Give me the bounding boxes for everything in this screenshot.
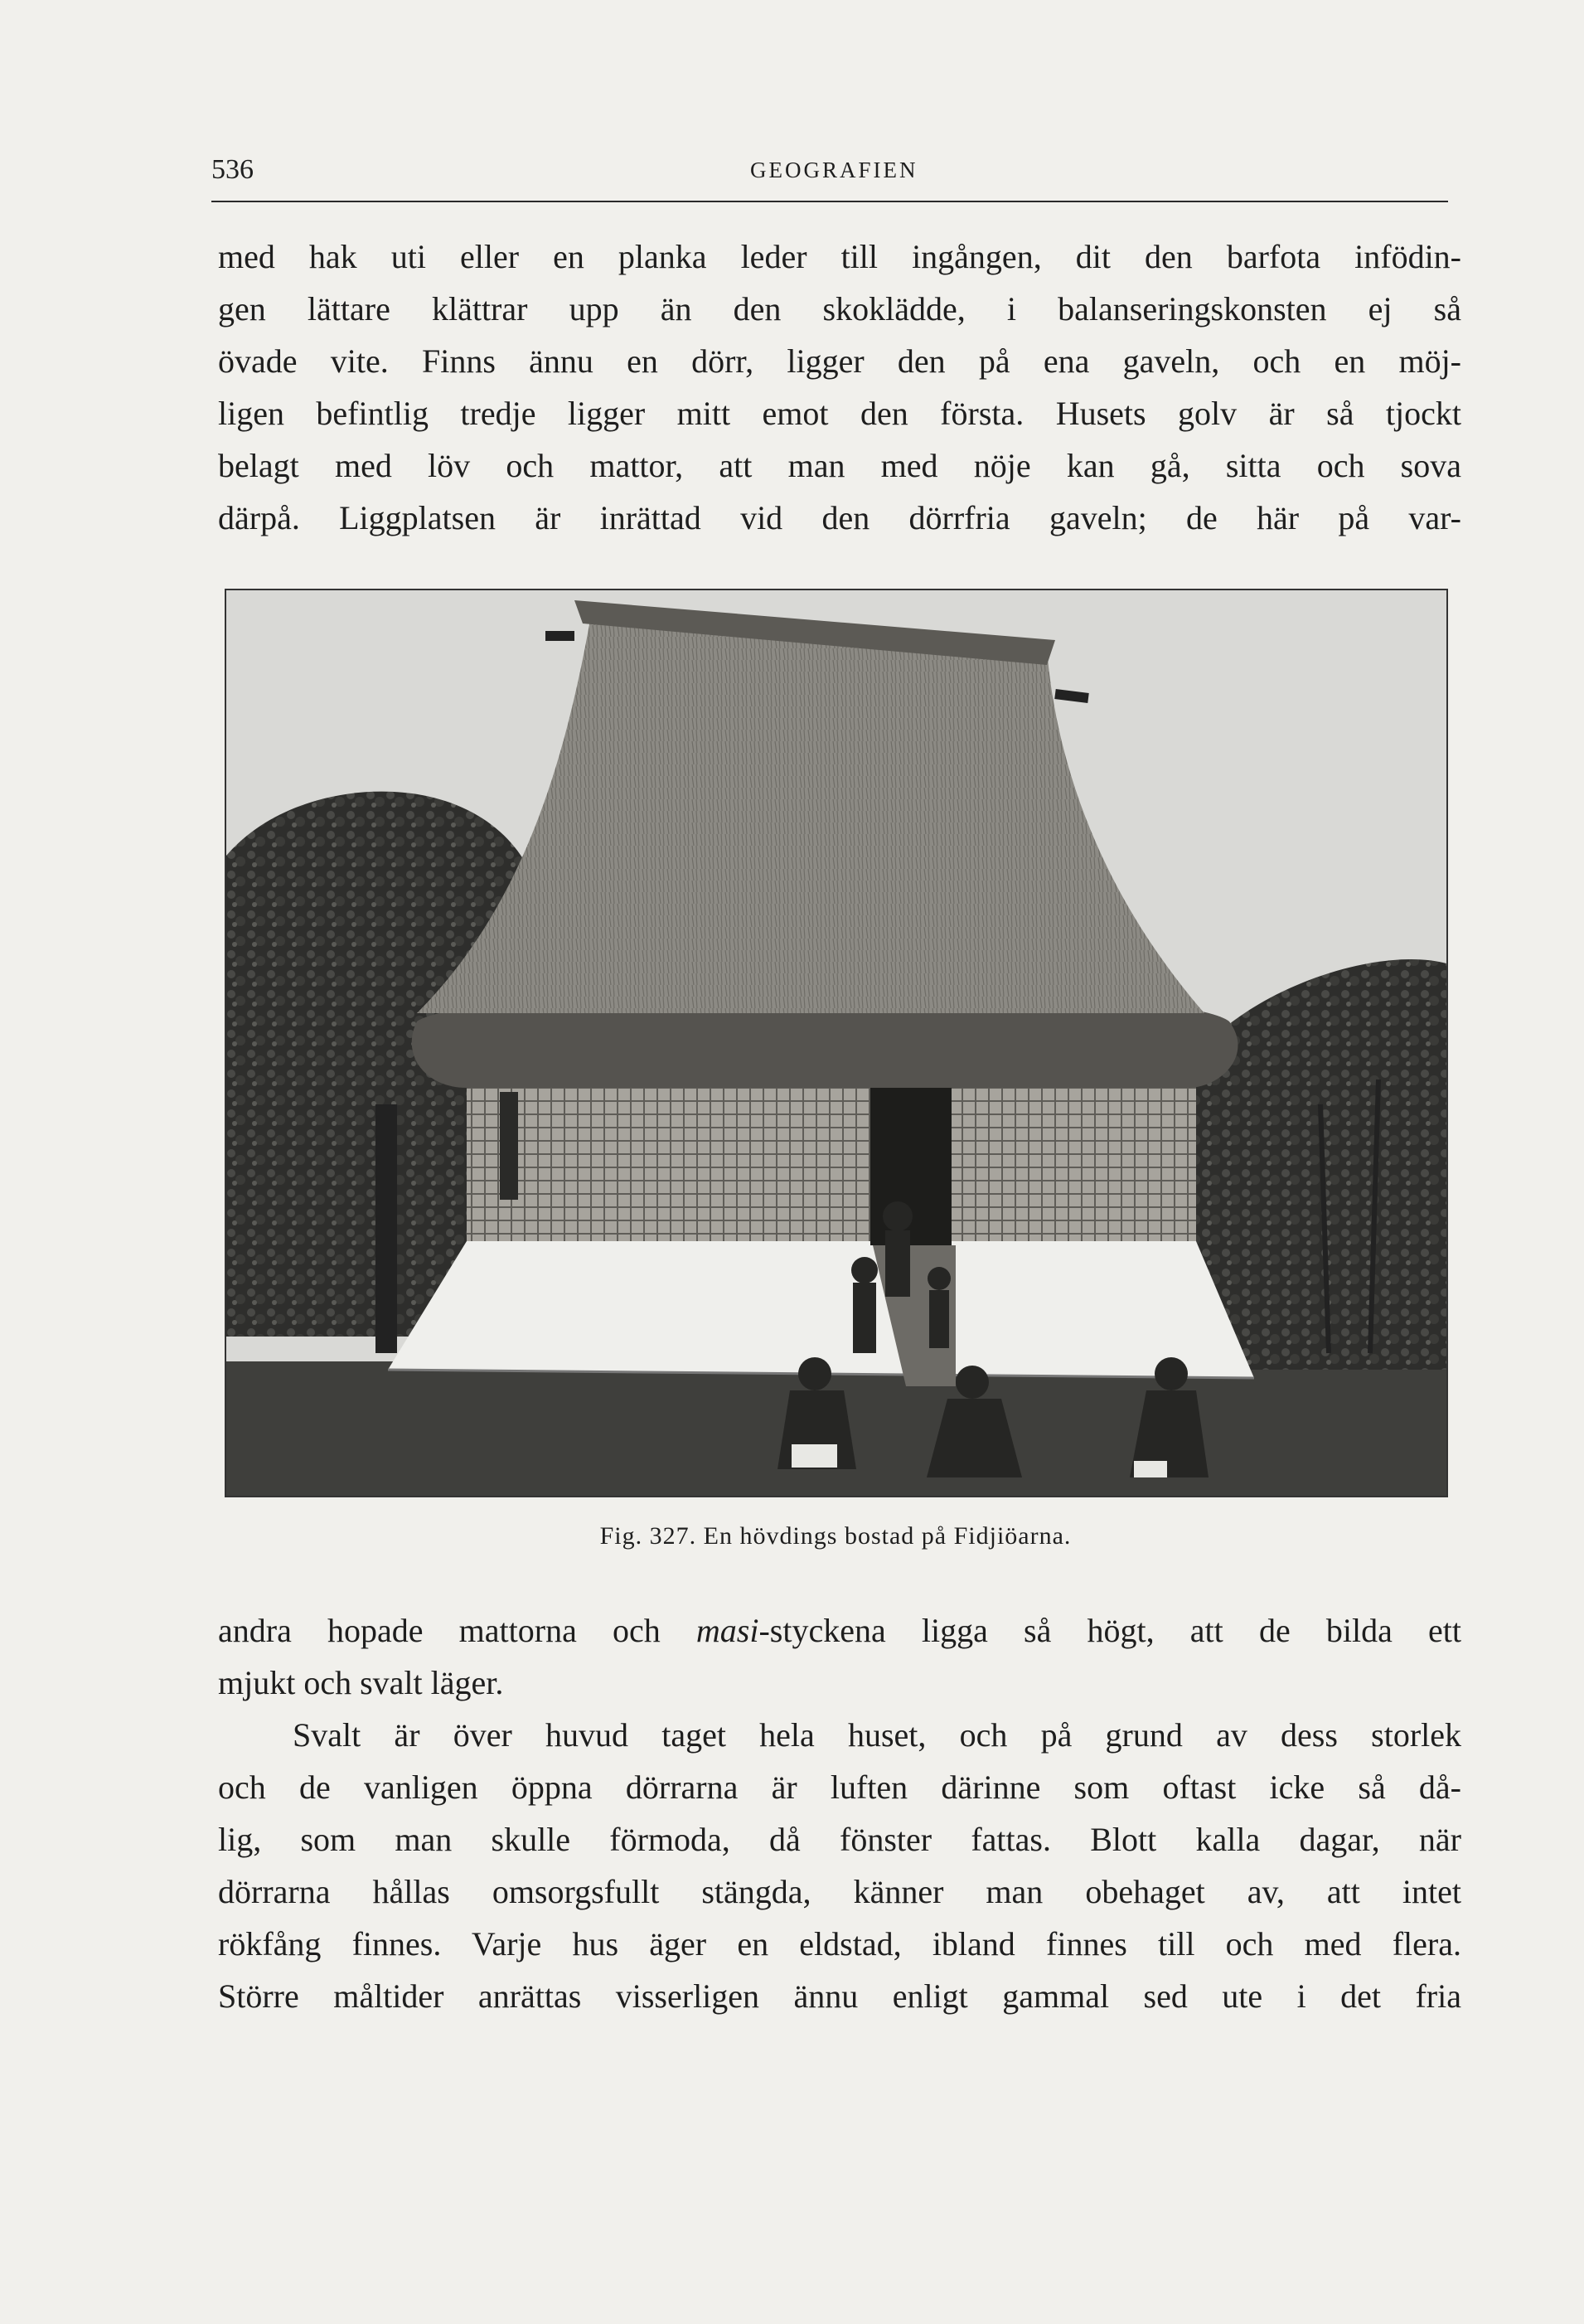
text-line: dörrarna hållas omsorgsfullt stängda, känner man obehaget av, att intet xyxy=(218,1873,1461,1910)
text-line: med hak uti eller en planka leder till ingången, dit den barfota infödin- xyxy=(218,238,1461,275)
italic-term: masi xyxy=(695,1612,759,1649)
text-run: -styckena ligga så högt, att de bilda ett xyxy=(758,1612,1461,1649)
continuation-line xyxy=(218,1604,1461,1657)
figure-caption: Fig. 327. En hövdings bostad på Fidjiöarna. xyxy=(599,1522,1072,1550)
text-line: gen lättare klättrar upp än den skoklädde, i balanseringskonsten ej så xyxy=(218,290,1461,327)
text-line: rökfång finnes. Varje hus äger en eldstad, ibland finnes till och med flera. xyxy=(218,1925,1461,1963)
text-line: lig, som man skulle förmoda, då fönster fattas. Blott kalla dagar, när xyxy=(218,1821,1461,1858)
text-line: Större måltider anrättas visserligen ännu enligt gammal sed ute i det fria xyxy=(218,1977,1461,2015)
header-rule xyxy=(211,201,1448,202)
text-line: mjukt och svalt läger. xyxy=(218,1664,504,1701)
top-paragraph xyxy=(218,230,1461,544)
text-line: övade vite. Finns ännu en dörr, ligger den på ena gaveln, och en möj- xyxy=(218,342,1461,380)
running-title: GEOGRAFIEN xyxy=(750,158,918,182)
text-line: belagt med löv och mattor, att man med nöje kan gå, sitta och sova xyxy=(218,447,1461,484)
page-number: 536 xyxy=(211,154,254,185)
text-run: andra hopade mattorna och xyxy=(218,1612,696,1649)
text-line: därpå. Liggplatsen är inrättad vid den dörrfria gaveln; de här på var- xyxy=(218,499,1461,536)
figure-photograph xyxy=(225,589,1448,1497)
running-head xyxy=(211,154,1448,191)
bottom-text xyxy=(218,1604,1461,2022)
text-line: ligen befintlig tredje ligger mitt emot den första. Husets golv är så tjockt xyxy=(218,395,1461,432)
hut-photo-illustration xyxy=(226,590,1446,1496)
text-line: och de vanligen öppna dörrarna är luften därinne som oftast icke så då- xyxy=(218,1768,1461,1806)
text-line: Svalt är över huvud taget hela huset, och på grund av dess storlek xyxy=(293,1716,1461,1754)
